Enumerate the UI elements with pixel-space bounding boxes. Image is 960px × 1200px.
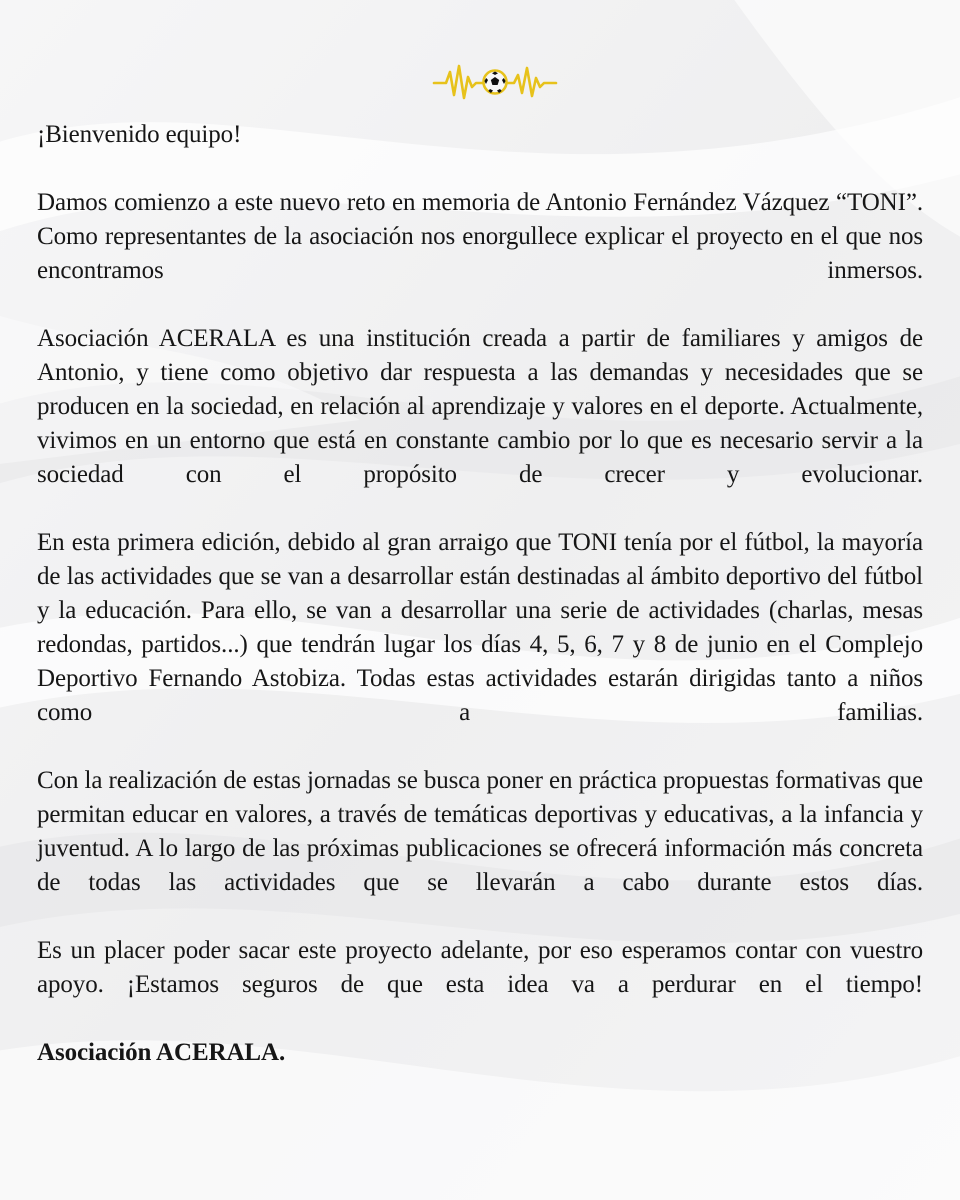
- soccer-ball-icon: [484, 71, 507, 94]
- greeting: ¡Bienvenido equipo!: [37, 121, 242, 148]
- signature: Asociación ACERALA.: [37, 1039, 286, 1066]
- paragraph-association: Asociación ACERALA es una institución creada a partir de familiares y amigos de Antonio, y tiene como objetivo dar respuesta a las demandas y necesidades que se producen en la sociedad, en relación al aprendizaje y valores en el deporte. Actualmente, vivimos en un entorno que está en constante cambio por lo que es necesario servir a la sociedad con el propósito de crecer y evolucionar.: [37, 325, 923, 488]
- heartbeat-soccer-ball-icon: [432, 60, 558, 104]
- paragraph-objectives: Con la realización de estas jornadas se busca poner en práctica propuestas formativas que permitan educar en valores, a través de temáticas deportivas y educativas, a la infancia y juventud. A lo largo de las próximas publicaciones se ofrecerá información más concreta de todas las actividades que se llevarán a cabo durante estos días.: [37, 767, 923, 896]
- letter-body: [37, 118, 923, 1104]
- paragraph-first-edition: En esta primera edición, debido al gran arraigo que TONI tenía por el fútbol, la mayoría de las actividades que se van a desarrollar están destinadas al ámbito deportivo del fútbol y la educación. Para ello, se van a desarrollar una serie de actividades (charlas, mesas redondas, partidos...) que tendrán lugar los días 4, 5, 6, 7 y 8 de junio en el Complejo Deportivo Fernando Astobiza. Todas estas actividades estarán dirigidas tanto a niños como a familias.: [37, 529, 923, 726]
- paragraph-closing: Es un placer poder sacar este proyecto adelante, por eso esperamos contar con vuestro apoyo. ¡Estamos seguros de que esta idea va a perdurar en el tiempo!: [37, 937, 923, 998]
- paragraph-intro: Damos comienzo a este nuevo reto en memoria de Antonio Fernández Vázquez “TONI”. Como representantes de la asociación nos enorgullece explicar el proyecto en el que nos encontramos inmersos.: [37, 189, 923, 284]
